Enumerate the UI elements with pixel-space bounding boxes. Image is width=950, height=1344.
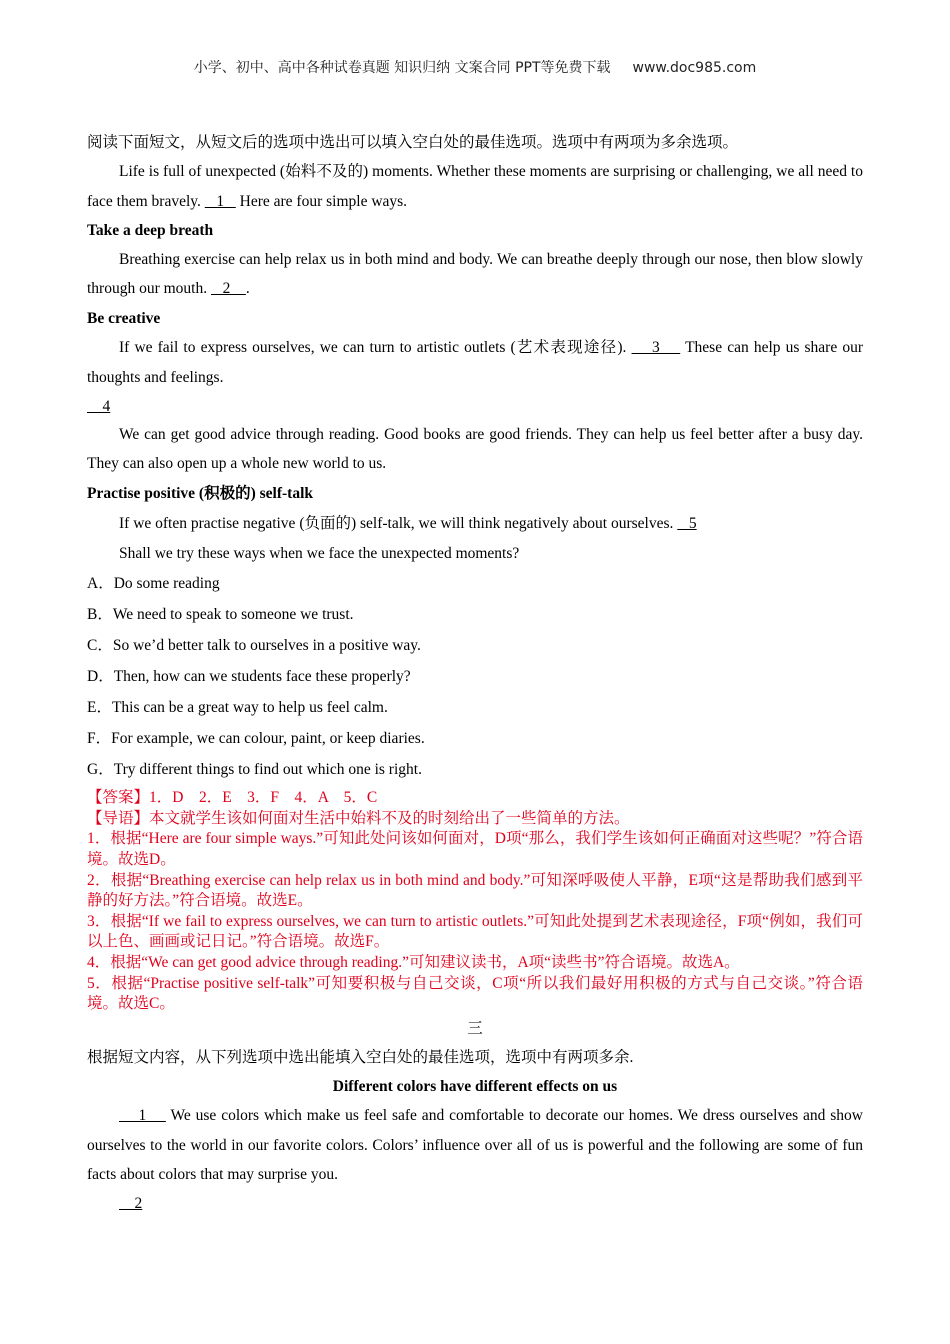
answer-explanation-4: 4．根据“We can get good advice through reading.”可知建议读书，A项“读些书”符合语境。故选A。 [87, 954, 740, 972]
blank-3: 3 [631, 339, 681, 357]
section2-blank-2: 2 [119, 1195, 143, 1213]
option-d: D．Then, how can we students face these properly? [87, 668, 411, 686]
header-url[interactable]: www.doc985.com [632, 60, 757, 76]
blank-4: 4 [87, 398, 111, 416]
answer-key: 【答案】1．D 2．E 3．F 4．A 5．C [87, 789, 378, 807]
blank-4-line [87, 393, 863, 420]
answer-guide: 【导语】本文就学生该如何面对生活中始料不及的时刻给出了一些简单的方法。 [87, 809, 630, 827]
blank-2: 2 [211, 280, 246, 298]
paragraph-6: Shall we try these ways when we face the unexpected moments? [119, 544, 520, 562]
document-body [87, 128, 863, 1219]
section2-blank-2-line [87, 1189, 863, 1218]
answer-explanation-2: 2．根据“Breathing exercise can help relax us in both mind and body.”可知深呼吸使人平静，E项“这是帮助我们感到平静的好方法。”符合语境。故选E。 [87, 871, 863, 910]
answer-explanation-3: 3．根据“If we fail to express ourselves, we can turn to artistic outlets.”可知此处提到艺术表现途径，F项“例如，我们可以上色、画画或记日记。”符合语境。故选F。 [87, 912, 863, 951]
blank-5: 5 [677, 514, 697, 532]
header-text: 小学、初中、高中各种试卷真题 知识归纳 文案合同 PPT等免费下载 [193, 60, 611, 76]
page-header [0, 57, 950, 77]
heading-deep-breath: Take a deep breath [87, 221, 214, 239]
section1-instruction: 阅读下面短文，从短文后的选项中选出可以填入空白处的最佳选项。选项中有两项为多余选项。 [87, 134, 739, 151]
option-e: E．This can be a great way to help us feel calm. [87, 699, 388, 717]
section2-blank-1: 1 [119, 1107, 166, 1125]
option-g: G．Try different things to find out which one is right. [87, 761, 422, 779]
blank-1: 1 [204, 192, 236, 210]
paragraph-2: Breathing exercise can help relax us in both mind and body. We can breathe deeply through our nose, then blow slowly through our mouth. 2 . [87, 251, 863, 298]
section2-title: Different colors have different effects on us [332, 1078, 618, 1096]
section-number: 三 [467, 1019, 483, 1037]
option-c: C．So we’d better talk to ourselves in a positive way. [87, 637, 421, 655]
heading-be-creative: Be creative [87, 309, 161, 327]
paragraph-4: We can get good advice through reading. Good books are good friends. They can help us feel better after a busy day. They can also open up a whole new world to us. [87, 426, 863, 473]
paragraph-5: If we often practise negative (负面的) self-talk, we will think negatively about ourselves. 5 [119, 514, 697, 532]
paragraph-1: Life is full of unexpected (始料不及的) moments. Whether these moments are surprising or challenging, we all need to face them bravely. 1 Here are four simple ways. [87, 163, 863, 210]
option-f: F．For example, we can colour, paint, or keep diaries. [87, 730, 425, 748]
answer-explanation-1: 1．根据“Here are four simple ways.”可知此处问该如何面对，D项“那么，我们学生该如何正确面对这些呢？”符合语境。故选D。 [87, 830, 863, 869]
answer-explanation-5: 5．根据“Practise positive self-talk”可知要积极与自己交谈，C项“所以我们最好用积极的方式与自己交谈。”符合语境。故选C。 [87, 974, 863, 1013]
heading-self-talk: Practise positive (积极的) self-talk [87, 484, 313, 502]
option-b: B．We need to speak to someone we trust. [87, 606, 354, 624]
section2-paragraph-1: 1 We use colors which make us feel safe and comfortable to decorate our homes. We dress ourselves and show ourselves to the world in our favorite colors. Colors’ influence over all of us is powerful and the following are some of fun facts about colors that may surprise you. [87, 1107, 863, 1183]
section2-instruction: 根据短文内容，从下列选项中选出能填入空白处的最佳选项，选项中有两项多余. [87, 1048, 634, 1066]
option-a: A．Do some reading [87, 575, 220, 593]
paragraph-3: If we fail to express ourselves, we can turn to artistic outlets (艺术表现途径). 3 These can help us share our thoughts and feelings. [87, 339, 864, 387]
